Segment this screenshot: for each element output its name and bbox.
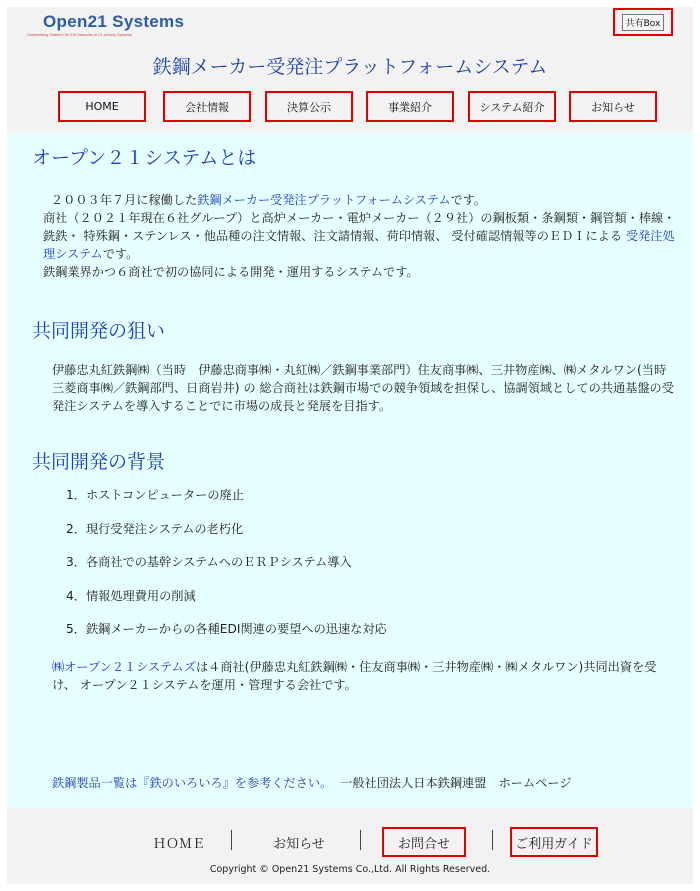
footer-separator [231,830,232,850]
site-logo[interactable] [21,11,211,47]
company-link[interactable]: ㈱オープン２１システムズ [52,660,196,674]
about-line-2-text: 商社（２０２１年現在６社グループ）と高炉メーカー・電炉メーカー（２９社）の鋼板類・条鋼類・鋼管類・棒線・ 銑鉄・ 特殊鋼・ステンレス・他品種の注文情報、注文請情報、荷印情報、 受付確認情報等のＥＤＩによる [43,211,676,243]
about-line-1-text: ２００３年７月に稼働した [51,193,198,207]
order-system-link[interactable]: 受発注処理システム [43,229,675,261]
steel-products-link[interactable]: 鉄鋼製品一覧は『鉄のいろいろ』を参考ください。 [52,776,333,790]
platform-link[interactable]: 鉄鋼メーカー受発注プラットフォームシステム [197,193,451,207]
copyright: Copyright © Open21 Systems Co.,Ltd. All Rights Reserved. [209,864,491,875]
share-box-button[interactable] [613,8,673,36]
page-frame [7,7,693,884]
list-item: 2．現行受発注システムの老朽化 [66,522,244,536]
nav-company-info[interactable] [163,91,251,122]
section-title-aim: 共同開発の狙い [32,320,166,342]
nav-company-info-label: 会社情報 [185,100,229,114]
list-item: 3．各商社での基幹システムへのＥＲＰシステム導入 [66,555,352,569]
footer-guide-button[interactable]: ご利用ガイド [510,827,598,857]
section-title-background: 共同開発の背景 [32,451,166,473]
nav-financial[interactable] [265,91,353,122]
list-item: 5．鉄鋼メーカーからの各種EDI関連の要望への迅速な対応 [66,622,387,636]
about-line-2-end: です。 [102,247,139,261]
nav-business-label: 事業紹介 [388,100,432,114]
about-line-1 [51,191,676,209]
company-text [52,658,677,694]
nav-home-label: HOME [85,100,119,113]
list-item: 4．情報処理費用の削減 [66,589,196,603]
about-line-3: 鉄鋼業界かつ６商社で初の協同による開発・運用するシステムです。 [43,265,419,279]
nav-news-label: お知らせ [591,100,635,114]
aim-text: 伊藤忠丸紅鉄鋼㈱（当時 伊藤忠商事㈱・丸紅㈱／鉄鋼事業部門）住友商事㈱、三井物産㈱、㈱メタルワン(当時 三菱商事㈱／鉄鋼部門、日商岩井) の 総合商社は鉄鋼市場での競争領域を担保し、協調領域としての共通基盤の受発注システムを導入することでに市場の成長と発展を目指す。 [52,363,679,413]
about-line-1-end: です。 [450,193,487,207]
nav-news[interactable] [569,91,657,122]
logo-text: Open21 Systems [43,12,185,31]
nav-financial-label: 決算公示 [287,100,331,114]
share-box-label: 共有Box [622,14,665,31]
logo-tagline: Underwriting Platform for EdI Networks of 21 century Systems [27,33,132,37]
system-title: 鉄鋼メーカー受発注プラットフォームシステム [152,56,548,78]
list-item: 1．ホストコンピューターの廃止 [66,488,244,502]
about-line-2 [43,209,676,263]
main-content [7,133,693,808]
footer [7,808,693,884]
footer-contact-button[interactable]: お問合せ [382,827,466,857]
section-title-about: オープン２１システムとは [32,147,257,169]
footer-separator [360,830,361,850]
nav-business[interactable] [366,91,454,122]
main-nav [7,91,693,123]
company-description: は４商社(伊藤忠丸紅鉄鋼㈱・住友商事㈱・三井物産㈱・㈱メタルワン)共同出資を受け、 オープン２１システムを運用・管理する会社です。 [52,660,657,692]
jisf-homepage-link[interactable]: 一般社団法人日本鉄鋼連盟 ホームページ [340,776,572,790]
nav-system[interactable] [468,91,556,122]
bottom-links [52,774,572,791]
header [7,7,693,133]
footer-separator [492,830,493,850]
footer-home-link[interactable]: ＨＯＭＥ [152,836,205,852]
about-text [43,191,676,281]
nav-home[interactable] [58,91,146,122]
footer-news-link[interactable]: お知らせ [273,836,325,852]
nav-system-label: システム紹介 [479,100,545,114]
